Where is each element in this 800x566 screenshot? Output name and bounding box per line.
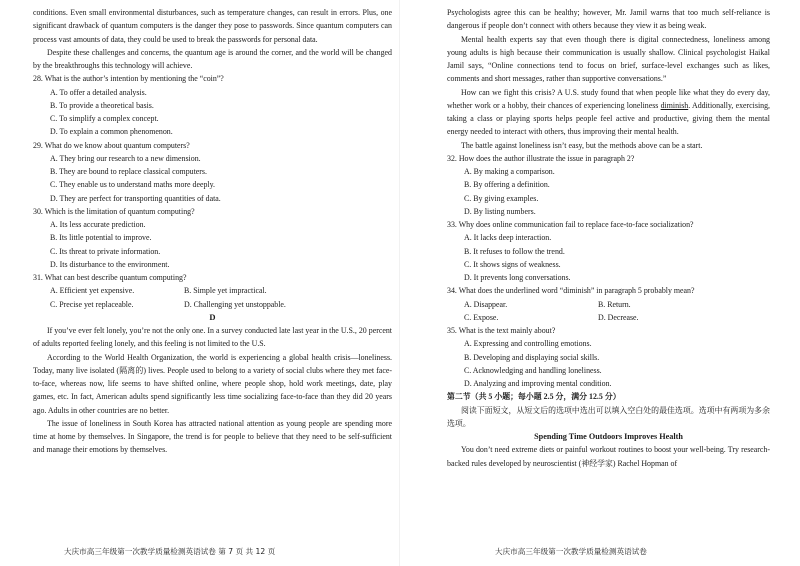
answer-option: B. They are bound to replace classical computers. — [50, 167, 207, 176]
answer-option: B. Its little potential to improve. — [50, 233, 152, 243]
answer-option: D. Its disturbance to the environment. — [50, 259, 170, 269]
question-35 — [447, 324, 770, 390]
answer-option: D. It prevents long conversations. — [464, 273, 571, 282]
question-stem: 30. Which is the limitation of quantum computing? — [33, 206, 195, 216]
passage-title: Spending Time Outdoors Improves Health — [534, 432, 683, 441]
answer-option: A. They bring our research to a new dimension. — [50, 153, 201, 163]
answer-option: D. They are perfect for transporting quantities of data. — [50, 193, 221, 203]
passage-letter: D — [209, 311, 216, 322]
answer-option: A. It lacks deep interaction. — [464, 233, 552, 243]
answer-option: B. To provide a theoretical basis. — [50, 100, 154, 110]
underlined-word: diminish — [660, 100, 689, 110]
question-34 — [447, 284, 770, 324]
answer-option: C. Its threat to private information. — [50, 246, 161, 256]
question-stem: 32. How does the author illustrate the issue in paragraph 2? — [447, 153, 635, 163]
answer-option: A. Its less accurate prediction. — [50, 220, 146, 229]
passage-paragraph: The battle against loneliness isn’t easy, but the methods above can be a start. — [461, 140, 703, 150]
answer-option: C. It shows signs of weakness. — [464, 259, 561, 269]
question-stem: 34. What does the underlined word “diminish” in paragraph 5 probably mean? — [447, 286, 695, 296]
answer-option: C. Expose. — [464, 312, 499, 322]
question-30 — [33, 205, 392, 271]
answer-option: C. To simplify a complex concept. — [50, 114, 159, 123]
passage-paragraph: The issue of loneliness in South Korea has attracted national attention as young people are spending more time at home by themselves. In Singapore, the trend is for people to believe that they need to be self-sufficient and manage their emotions by themselves. — [33, 418, 392, 455]
answer-option: B. Developing and displaying social skills. — [464, 352, 600, 362]
answer-option: A. Expressing and controlling emotions. — [464, 339, 592, 349]
question-stem: 31. What can best describe quantum computing? — [33, 273, 187, 282]
question-32 — [447, 152, 770, 218]
passage-paragraph: If you’ve ever felt lonely, you’re not the only one. In a survey conducted late last year in the U.S., 20 percent of adults reported feeling lonely, and this feeling is not limited to the U.S. — [33, 326, 392, 349]
question-28 — [33, 72, 392, 138]
answer-option: A. By making a comparison. — [464, 167, 555, 176]
question-33 — [447, 218, 770, 284]
intro-paragraph: Despite these challenges and concerns, the quantum age is around the corner, and the world will be changed by the breakthroughs this technology will achieve. — [33, 47, 392, 70]
answer-option: A. To offer a detailed analysis. — [50, 87, 147, 97]
answer-option: D. Analyzing and improving mental condition. — [464, 379, 612, 388]
answer-option: C. Acknowledging and handling loneliness. — [464, 365, 602, 375]
right-page — [400, 0, 800, 566]
answer-option: A. Disappear. — [464, 299, 508, 309]
answer-option: C. By giving examples. — [464, 193, 539, 203]
answer-option: B. Simple yet impractical. — [184, 286, 267, 296]
answer-option: D. Challenging yet unstoppable. — [184, 299, 286, 309]
passage-paragraph: Psychologists agree this can be healthy; however, Mr. Jamil warns that too much self-reliance is dangerous if people don’t connect with others because they view it as being weak. — [447, 8, 770, 31]
intro-paragraph: conditions. Even small environmental disturbances, such as temperature changes, can result in errors. Plus, one significant drawback of quantum computers is the danger they pose to passwords. Since quantum computers can process vast amounts of data, they could be used to break the passwords for personal data. — [33, 8, 392, 44]
answer-option: B. It refuses to follow the trend. — [464, 246, 565, 256]
passage-paragraph: According to the World Health Organization, the world is experiencing a global health crisis—loneliness. Today, many live isolated (隔离的) lives. People used to belong to a variety of social clubs where they met face-to-face, whereas now, life seems to have shifted online, where people shop, hold work meetings, date, play games, etc. In fact, American adults spend significantly less time socializing face-to-face than they did 20 years ago. Adults in other countries are no better. — [33, 352, 392, 415]
question-stem: 35. What is the text mainly about? — [447, 326, 556, 335]
section-heading: 第二节（共 5 小题；每小题 2.5 分，满分 12.5 分） — [447, 392, 621, 402]
answer-option: A. Efficient yet expensive. — [50, 286, 135, 296]
question-29 — [33, 139, 392, 205]
answer-option: B. Return. — [598, 299, 631, 309]
question-stem: 29. What do we know about quantum computers? — [33, 140, 190, 150]
question-stem: 28. What is the author’s intention by mentioning the “coin”? — [33, 74, 224, 84]
page-footer: 大庆市高三年级第一次教学质量检测英语试卷 — [495, 547, 647, 556]
answer-option: D. Decrease. — [598, 312, 639, 322]
question-stem: 33. Why does online communication fail to replace face-to-face socialization? — [447, 220, 694, 229]
answer-option: C. They enable us to understand maths more deeply. — [50, 180, 216, 190]
section-instructions: 阅读下面短文，从短文后的选项中选出可以填入空白处的最佳选项。选项中有两项为多余选项。 — [447, 405, 770, 428]
answer-option: D. To explain a common phenomenon. — [50, 127, 173, 137]
passage-paragraph: You don’t need extreme diets or painful workout routines to boost your well-being. Try research-backed rules developed by neuroscientist (神经学家) Rachel Hopman of — [447, 445, 770, 468]
passage-paragraph: How can we fight this crisis? A U.S. study found that when people like what they do every day, whether work or a hobby, their chances of experiencing loneliness diminish. Additionally, exercising, taking a class or playing sports helps people feel active and productive, giving them the mental energy needed to interact with others, thus improving their mental health. — [447, 87, 770, 137]
question-31 — [33, 271, 392, 311]
answer-option: C. Precise yet replaceable. — [50, 299, 134, 309]
answer-option: D. By listing numbers. — [464, 206, 536, 216]
passage-paragraph: Mental health experts say that even though there is digital connectedness, loneliness among young adults is high because their communication is usually shallow. Clinical psychologist Haikal Jamil says, “Online connections tend to focus on brief, surface-level exchanges such as likes, comments and short messages, rather than supportive conversations.” — [447, 34, 770, 84]
answer-option: B. By offering a definition. — [464, 180, 550, 190]
page-footer: 大庆市高三年级第一次教学质量检测英语试卷 第 7 页 共 12 页 — [64, 547, 276, 556]
